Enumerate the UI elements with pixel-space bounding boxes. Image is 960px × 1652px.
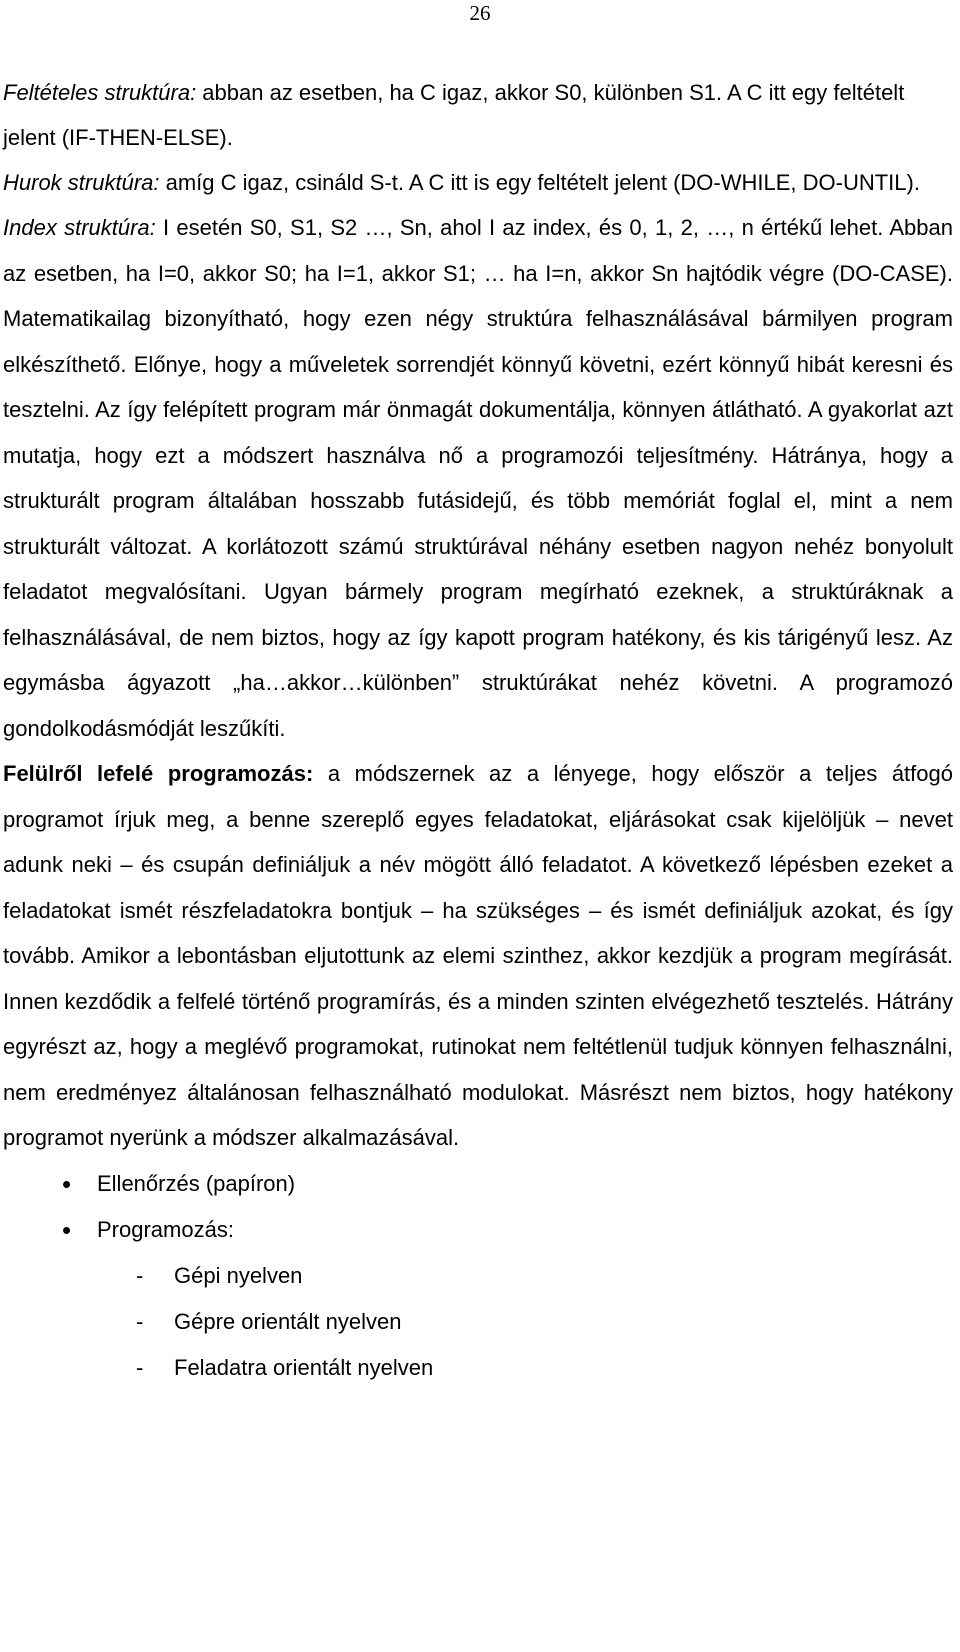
paragraph-text: I esetén S0, S1, S2 …, Sn, ahol I az index, és 0, 1, 2, …, n értékű lehet. Abban az esetben, ha I=0, akkor S0; ha I=1, akkor S1; … ha I=n, akkor Sn hajtódik végre (DO-CASE). Matematikailag bizonyítható, hogy ezen négy struktúra felhasználásával bármilyen program elkészíthető. Előnye, hogy a műveletek sorrendjét könnyű követni, ezért könnyű hibát keresni és tesztelni. Az így felépített program már önmagát dokumentálja, könnyen átlátható. A gyakorlat azt mutatja, hogy ezt a módszert használva nő a programozói teljesítmény. Hátránya, hogy a strukturált program általában hosszabb futásidejű, és több memóriát foglal el, mint a nem strukturált változat. A korlátozott számú struktúrával néhány esetben nagyon nehéz bonyolult feladatot megvalósítani. Ugyan bármely program megírható ezeknek, a struktúráknak a felhasználásával, de nem biztos, hogy az így kapott program hatékony, és kis tárigényű lesz. Az egymásba ágyazott „ha…akkor…különben” struktúrákat nehéz követni. A programozó gondolkodásmódját leszűkíti. (3, 215, 953, 741)
bullet-list (3, 1161, 953, 1391)
term-loop: Hurok struktúra: (3, 170, 160, 195)
paragraph-text: amíg C igaz, csináld S-t. A C itt is egy feltételt jelent (DO-WHILE, DO-UNTIL). (159, 170, 920, 195)
dash-icon: - (136, 1308, 144, 1334)
list-item (3, 1161, 953, 1207)
paragraph-top-down (3, 751, 953, 1161)
page-body (3, 70, 953, 1391)
sub-list-item (3, 1253, 953, 1299)
list-item-label: Ellenőrzés (papíron) (97, 1170, 296, 1196)
sub-list-item-label: Gépre orientált nyelven (174, 1308, 402, 1334)
sub-list-item-label: Gépi nyelven (174, 1262, 303, 1288)
sub-list (97, 1253, 953, 1391)
page-number: 26 (469, 1, 491, 25)
paragraph-loop-structure (3, 160, 953, 205)
term-index: Index struktúra: (3, 215, 156, 240)
sub-list-item (3, 1345, 953, 1391)
sub-list-item-label: Feladatra orientált nyelven (174, 1354, 434, 1380)
dash-icon: - (136, 1354, 144, 1380)
paragraph-text: a módszernek az a lényege, hogy először a teljes átfogó programot írjuk meg, a benne szereplő egyes feladatokat, eljárásokat csak kijelöljük – nevet adunk neki – és csupán definiáljuk a név mögött álló feladatot. A következő lépésben ezeket a feladatokat ismét részfeladatokra bontjuk – ha szükséges – és ismét definiáljuk azokat, és így tovább. Amikor a lebontásban eljutottunk az elemi szinthez, akkor kezdjük a program megírását. Innen kezdődik a felfelé történő programírás, és a minden szinten elvégezhető tesztelés. Hátrány egyrészt az, hogy a meglévő programokat, rutinokat nem feltétlenül tudjuk könnyen felhasználni, nem eredményez általánosan felhasználható modulokat. Másrészt nem biztos, hogy hatékony programot nyerünk a módszer alkalmazásával. (3, 761, 953, 1150)
bullet-icon: • (62, 1214, 72, 1245)
paragraph-conditional-structure (3, 70, 953, 160)
paragraph-index-structure (3, 205, 953, 751)
paragraph-text: abban az esetben, ha C igaz, akkor S0, különben S1. A C itt egy feltételt jelent (IF-THEN-ELSE). (3, 80, 905, 150)
term-top-down: Felülről lefelé programozás: (3, 761, 314, 786)
dash-icon: - (136, 1262, 144, 1288)
sub-list-item (3, 1299, 953, 1345)
list-item (3, 1207, 953, 1391)
term-conditional: Feltételes struktúra: (3, 80, 197, 105)
list-item-label: Programozás: (97, 1216, 234, 1242)
bullet-icon: • (62, 1168, 72, 1199)
